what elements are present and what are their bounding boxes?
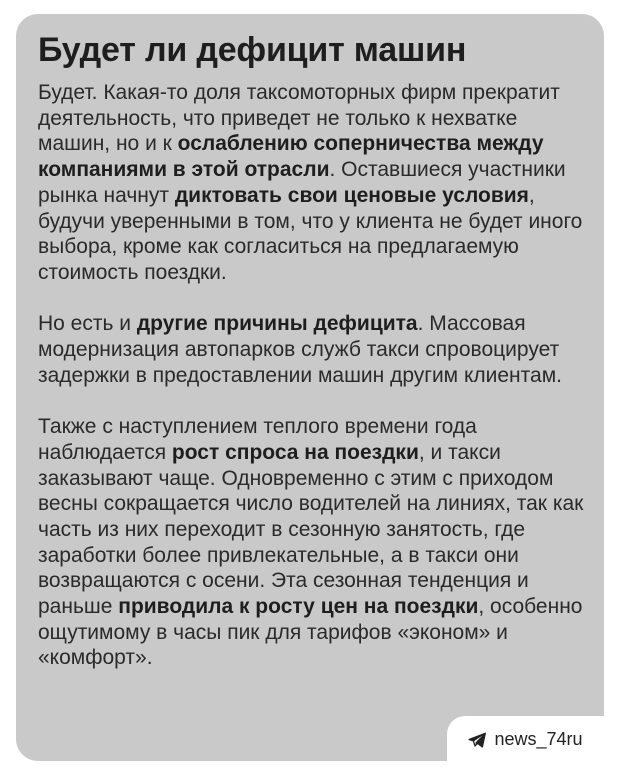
text-segment: Также с наступлением теплого времени года наблюдается — [38, 415, 477, 464]
highlight-segment: другие причины дефицита — [136, 312, 418, 336]
highlight-segment: диктовать свои ценовые условия — [174, 183, 529, 207]
text-segment: , будучи уверенными в том, что у клиента не будет иного выбора, кроме как согласиться на предлагаемую стоимость поездки. — [38, 183, 583, 284]
text-segment: , и такси заказывают чаще. Одновременно с этим с приходом весны сокращается число водителей на линиях, так как часть из них переходит в сезонную занятость, где заработки более привлекательные, а в такси они возвращаются с осени. Эта сезонная тенденция и раньше — [38, 440, 584, 619]
telegram-channel-badge[interactable] — [447, 716, 604, 763]
channel-name: news_74ru — [494, 729, 583, 749]
text-segment: , особенно ощутимому в часы пик для тарифов «эконом» и «комфорт». — [38, 595, 583, 670]
text-segment: Будет. Какая-то доля таксомоторных фирм прекратит деятельность, что приведет не только к нехватке машин, но и к — [38, 81, 560, 156]
text-segment: . Массовая модернизация автопарков служб такси спровоцирует задержки в предоставлении машин другим клиентам. — [38, 312, 562, 387]
text-segment: Но есть и — [38, 312, 137, 336]
paragraph-1 — [38, 80, 586, 286]
paragraph-2 — [38, 311, 586, 388]
highlight-segment: приводила к росту цен на поездки — [118, 595, 479, 619]
highlight-segment: ослаблению соперничества между компаниями в этой отрасли — [38, 132, 544, 182]
highlight-segment: рост спроса на поездки — [171, 440, 419, 464]
text-segment: . Оставшиеся участники рынка начнут — [38, 158, 566, 207]
article-body — [38, 80, 586, 697]
article-card — [16, 14, 604, 761]
telegram-icon — [468, 732, 486, 748]
paragraph-3 — [38, 414, 586, 671]
article-title: Будет ли дефицит машин — [38, 31, 467, 69]
